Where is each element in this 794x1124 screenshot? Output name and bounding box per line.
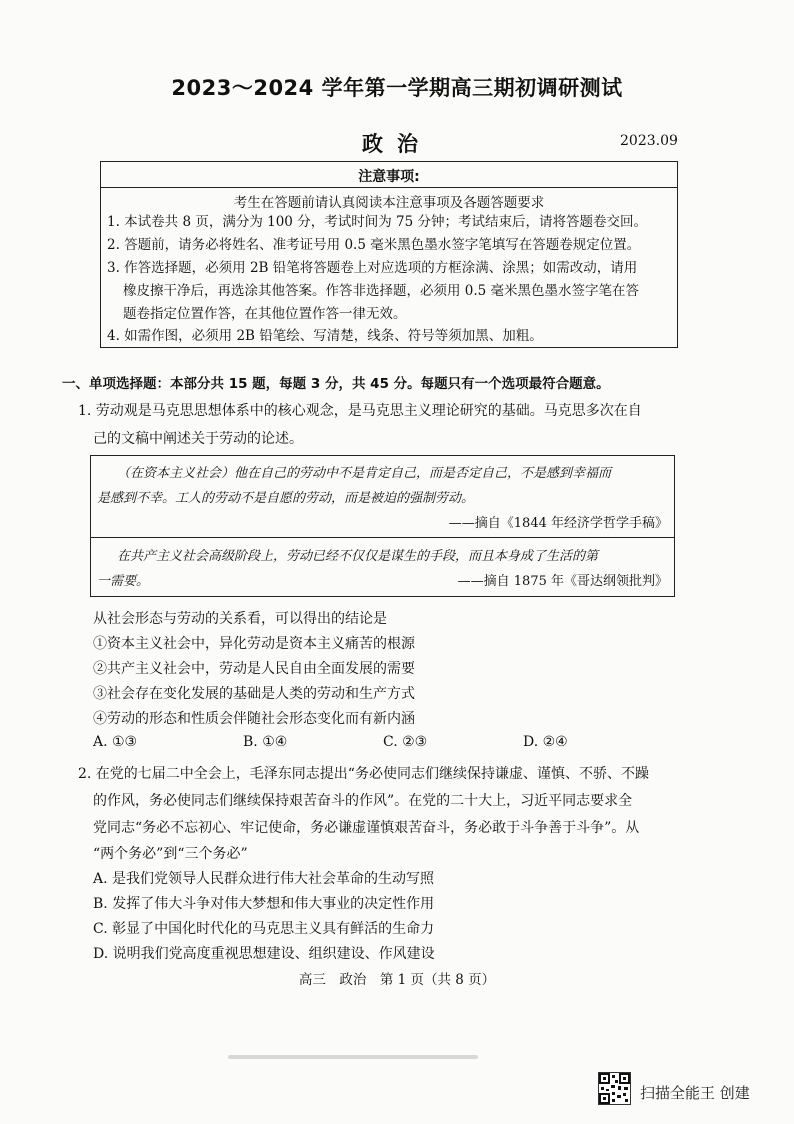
q1-statement: ①资本主义社会中，异化劳动是资本主义痛苦的根源 [93, 636, 415, 652]
notice-item: 1. 本试卷共 8 页，满分为 100 分，考试时间为 75 分钟；考试结束后，请将答题卷交回。 [107, 214, 647, 230]
q2-option-b: B. 发挥了伟大斗争对伟大梦想和伟大事业的决定性作用 [93, 896, 435, 912]
q2-stem-line: 2. 在党的七届二中全会上，毛泽东同志提出“务必使同志们继续保持谦虚、谨慎、不骄、不躁 [78, 766, 649, 782]
q1-prompt: 从社会形态与劳动的关系看，可以得出的结论是 [93, 611, 387, 627]
q2-stem-line: 的作风，务必使同志们继续保持艰苦奋斗的作风”。在党的二十大上，习近平同志要求全 [93, 793, 633, 809]
quote1-line: 是感到不幸。工人的劳动不是自愿的劳动，而是被迫的强制劳动。 [97, 491, 475, 506]
quote-box-2 [90, 537, 675, 597]
page-footer: 高三 政治 第 1 页（共 8 页） [298, 972, 496, 988]
notice-title: 注意事项: [358, 169, 420, 185]
q1-option-b: B. ①④ [243, 734, 288, 750]
notice-divider [101, 187, 677, 188]
notice-item: 3. 作答选择题，必须用 2B 铅笔将答题卷上对应选项的方框涂满、涂黑；如需改动，请用 [107, 260, 638, 276]
qr-code-icon-graphic [599, 1073, 630, 1104]
q1-option-d: D. ②④ [523, 734, 568, 750]
quote-box-1 [90, 455, 675, 538]
q1-statement: ②共产主义社会中，劳动是人民自由全面发展的需要 [93, 661, 415, 677]
qr-code-icon [598, 1072, 631, 1105]
quote2-line: 在共产主义社会高级阶段上，劳动已经不仅仅是谋生的手段，而且本身成了生活的第 [117, 549, 599, 564]
notice-intro: 考生在答题前请认真阅读本注意事项及各题答题要求 [233, 195, 545, 211]
q2-option-a: A. 是我们党领导人民群众进行伟大社会革命的生动写照 [93, 871, 435, 887]
notice-item: 题卷指定位置作答，在其他位置作答一律无效。 [123, 306, 407, 322]
quote1-source: ——摘自《1844 年经济学哲学手稿》 [448, 516, 668, 531]
scanner-watermark: 扫描全能王 创建 [640, 1084, 750, 1102]
notice-item: 2. 答题前，请务必将姓名、准考证号用 0.5 毫米黑色墨水签字笔填写在答题卷规定位置。 [107, 237, 641, 253]
q2-option-c: C. 彰显了中国化时代化的马克思主义具有鲜活的生命力 [93, 921, 435, 937]
section-heading: 一、单项选择题：本部分共 15 题，每题 3 分，共 45 分。每题只有一个选项最符合题意。 [62, 376, 610, 392]
exam-date: 2023.09 [620, 133, 678, 149]
subject-title: 政治 [362, 132, 432, 156]
q2-stem-line: 党同志“务必不忘初心、牢记使命，务必谦虚谨慎艰苦奋斗，务必敢于斗争善于斗争”。从 [93, 820, 640, 836]
q1-option-a: A. ①③ [93, 734, 138, 750]
scan-artifact-line [228, 1055, 478, 1059]
quote2-source: ——摘自 1875 年《哥达纲领批判》 [457, 574, 668, 589]
notice-item: 4. 如需作图，必须用 2B 铅笔绘、写清楚，线条、符号等须加黑、加粗。 [107, 328, 543, 344]
q2-option-d: D. 说明我们党高度重视思想建设、组织建设、作风建设 [93, 946, 435, 962]
q1-option-c: C. ②③ [383, 734, 428, 750]
quote2-line: 一需要。 [97, 574, 150, 589]
q1-statement: ④劳动的形态和性质会伴随社会形态变化而有新内涵 [93, 711, 415, 727]
q2-stem-line: “两个务必”到“三个务必” [93, 846, 248, 862]
exam-title: 2023～2024 学年第一学期高三期初调研测试 [171, 76, 623, 100]
q1-statement: ③社会存在变化发展的基础是人类的劳动和生产方式 [93, 686, 415, 702]
q1-stem-line: 1. 劳动观是马克思思想体系中的核心观念，是马克思主义理论研究的基础。马克思多次在自 [78, 403, 642, 419]
quote1-line: （在资本主义社会）他在自己的劳动中不是肯定自己，而是否定自己，不是感到幸福而 [117, 466, 612, 481]
notice-box [100, 161, 678, 348]
notice-item: 橡皮擦干净后，再选涂其他答案。作答非选择题，必须用 0.5 毫米黑色墨水签字笔在答 [123, 283, 640, 299]
q1-stem-line: 己的文稿中阐述关于劳动的论述。 [93, 431, 303, 447]
